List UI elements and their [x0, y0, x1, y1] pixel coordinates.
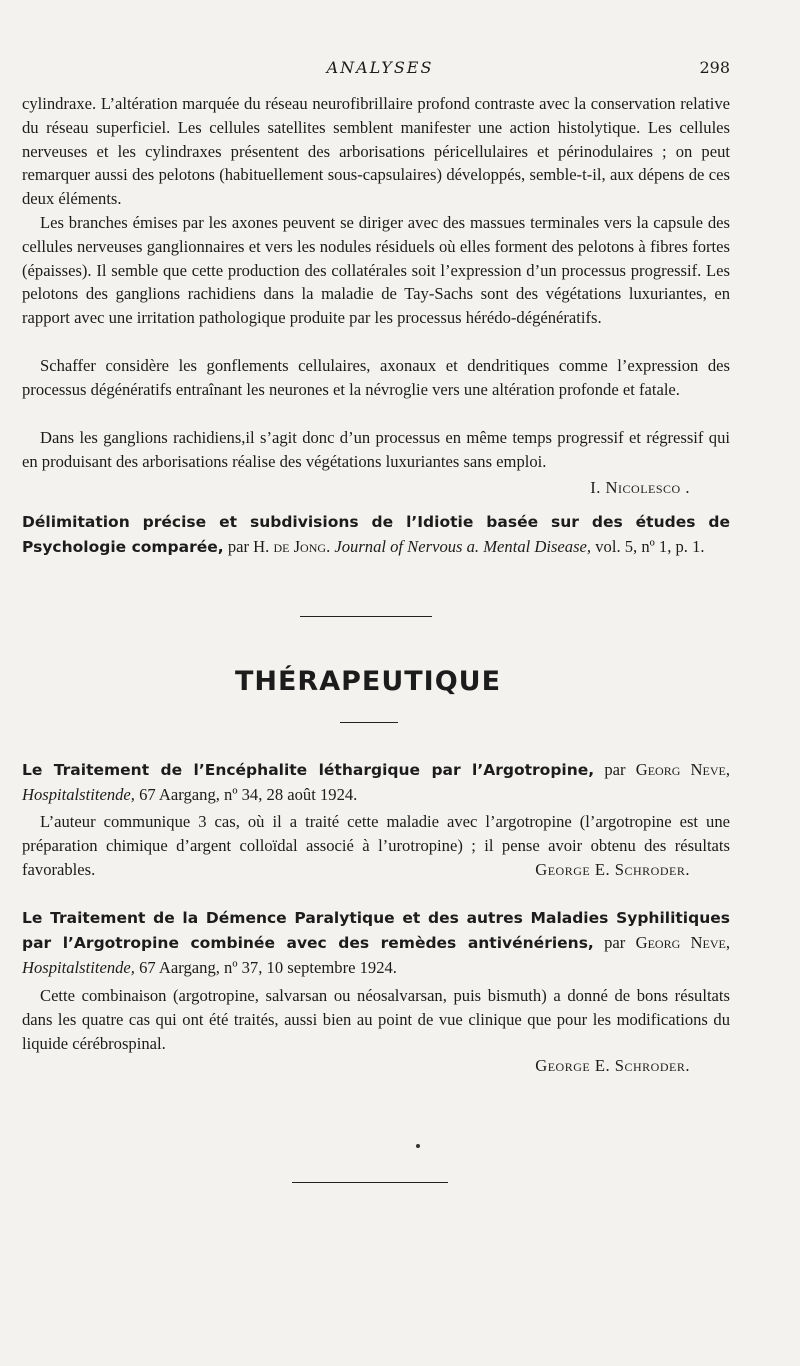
- article4-entry: [22, 906, 730, 979]
- article3-body: L’auteur communique 3 cas, où il a traité cette maladie avec l’argotropine (l’argotropine est une préparation chimique d’argent colloïdal associé à l’urotropine) ; il pense avoir obtenu des résultats favorables.: [22, 812, 730, 879]
- article3-author: Georg Neve,: [635, 760, 731, 779]
- article4-journal: Hospitalstitende,: [22, 957, 135, 977]
- article4-reference: 67 Aargang, nº 37, 10 septembre 1924.: [139, 957, 397, 977]
- article3-journal: Hospitalstitende,: [22, 784, 135, 804]
- article2-journal: Journal of Nervous a. Mental Disease,: [334, 536, 592, 556]
- article3-entry: [22, 758, 730, 807]
- page-number: 298: [699, 58, 730, 77]
- article2-reference: vol. 5, nº 1, p. 1.: [595, 536, 705, 556]
- end-rule: [292, 1182, 448, 1183]
- print-speck: [416, 1144, 420, 1148]
- section-title: THÉRAPEUTIQUE: [234, 666, 502, 697]
- article2-by: par H.: [227, 536, 270, 556]
- article1-signature: I. Nicolesco .: [590, 478, 690, 497]
- article1-paragraph-2: Les branches émises par les axones peuvent se diriger avec des massues terminales vers la capsule des cellules nerveuses ganglionnaires et vers les nodules résiduels où elles forment des pelotons à fibres fortes (épaisses). Il semble que cette production des collatérales soit l’expression d’un processus progressif. Les pelotons des ganglions rachidiens dans la maladie de Tay-Sachs sont des végétations luxuriantes, en rapport avec une irritation pathologique produite par les processus hérédo-dégénératifs.: [22, 213, 730, 328]
- article1-paragraph-1: cylindraxe. L’altération marquée du réseau neurofibrillaire profond contraste avec la conservation relative du réseau superficiel. Les cellules satellites semblent manifester une action histolytique. Les cellules nerveuses et les cylindraxes présentent des arborisations péricellulaires et périnodulaires ; on peut remarquer aussi des pelotons (habituellement sous-capsulaires) développés, semble-t-il, aux dépens de ces deux éléments.: [22, 94, 730, 209]
- article4-author: Georg Neve,: [635, 932, 730, 952]
- article4-signature: George E. Schroder.: [535, 1056, 690, 1075]
- article1-paragraph-4: Dans les ganglions rachidiens,il s’agit donc d’un processus en même temps progressif et régressif qui en produisant des arborisations réalise des végétations luxuriantes sans emploi.: [22, 428, 730, 471]
- article2-author: de Jong: [273, 536, 327, 556]
- article3-reference: 67 Aargang, nº 34, 28 août 1924.: [139, 784, 358, 804]
- running-header: [30, 58, 730, 84]
- article2-entry: Délimitation précise et subdivisions de l’Idiotie basée sur des études de Psychologie comparée, par H. de Jong. Journal of Nervous a. Mental Disease, vol. 5, nº 1, p. 1.: [22, 513, 730, 556]
- running-title: ANALYSES: [326, 58, 434, 77]
- article1-paragraph-3: Schaffer considère les gonflements cellulaires, axonaux et dendritiques comme l’expression des processus dégénératifs entraînant les neurones et la névroglie vers une altération profonde et fatale.: [22, 356, 730, 399]
- article3-signature: George E. Schroder.: [535, 860, 690, 879]
- article3-by: par: [604, 760, 626, 779]
- section-title-underline: [340, 722, 398, 723]
- section-divider-rule: [300, 616, 432, 617]
- article4-body: Cette combinaison (argotropine, salvarsan ou néosalvarsan, puis bismuth) a donné de bons résultats dans les quatre cas qui ont été traités, aussi bien au point de vue clinique que pour les modifications du liquide cérébrospinal.: [22, 986, 730, 1053]
- article4-title: Le Traitement de la Démence Paralytique et des autres Maladies Syphilitiques par l’Argotropine combinée avec des remèdes antivénériens,: [22, 909, 730, 952]
- article4-by: par: [604, 932, 626, 952]
- article2-title: Délimitation précise et subdivisions de l’Idiotie basée sur des études de Psychologie comparée,: [22, 513, 730, 556]
- article3-title: Le Traitement de l’Encéphalite léthargique par l’Argotropine,: [22, 761, 595, 779]
